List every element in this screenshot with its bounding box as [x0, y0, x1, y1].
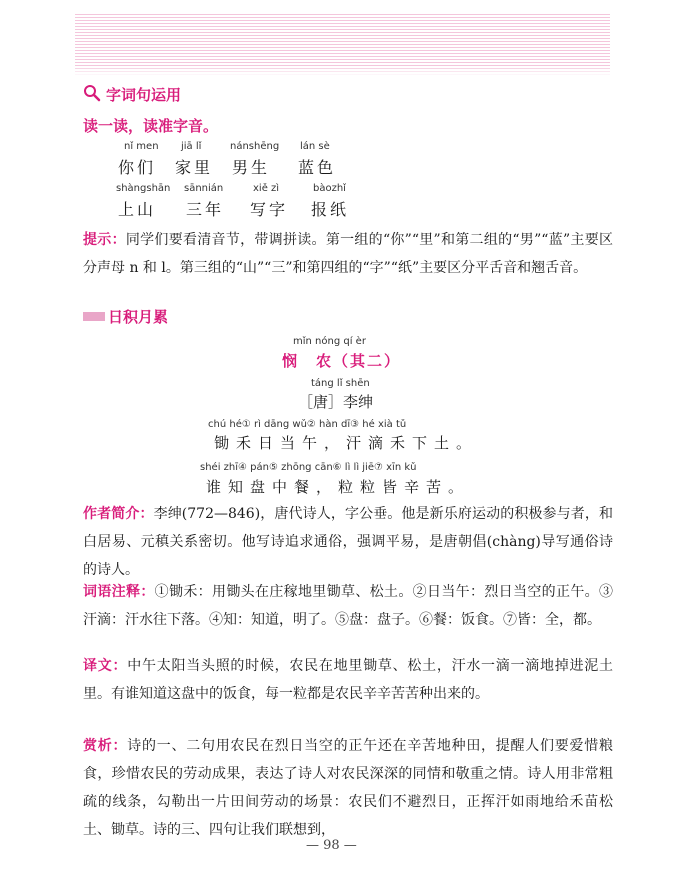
poem-line1: 锄禾日当午，汗滴禾下土。 — [214, 434, 479, 452]
notes-label: 词语注释： — [83, 584, 155, 600]
poem-line2: 谁知盘中餐，粒粒皆辛苦。 — [206, 478, 471, 496]
magnifier-icon — [83, 84, 101, 102]
word: 三年 — [186, 200, 225, 219]
word: 男生 — [232, 158, 271, 177]
appreciation-label: 赏析： — [83, 738, 128, 754]
section-bar-icon — [83, 312, 105, 321]
pinyin: nánshēng — [230, 141, 280, 152]
pinyin: nǐ men — [124, 141, 159, 152]
appreciation — [83, 732, 613, 844]
translation-label: 译文： — [83, 658, 128, 674]
section-title-daily: 日积月累 — [108, 308, 169, 326]
word-notes — [83, 578, 613, 634]
word: 上山 — [118, 200, 157, 219]
pinyin: sānnián — [184, 183, 224, 194]
word: 你们 — [118, 158, 157, 177]
pinyin: shàngshān — [116, 183, 171, 194]
tip-paragraph — [83, 226, 613, 282]
tip-text: 同学们要看清音节，带调拼读。第一组的“你”“里”和第二组的“男”“蓝”主要区分声母 n 和 l。第三组的“山”“三”和第四组的“字”“纸”主要区分平舌音和翘舌音。 — [83, 232, 614, 276]
translation-text: 中午太阳当头照的时候，农民在地里锄草、松土，汗水一滴一滴地掉进泥土里。有谁知道这盘中的饭食，每一粒都是农民辛辛苦苦种出来的。 — [83, 658, 614, 702]
author-pinyin: táng lǐ shēn — [311, 378, 370, 389]
word: 报纸 — [311, 200, 350, 219]
poem-line1-pinyin: chú hé① rì dāng wǔ② hàn dī③ hé xià tǔ — [208, 419, 407, 430]
poem-title: 悯 农（其二） — [282, 352, 402, 370]
pinyin: lán sè — [300, 141, 330, 152]
poem-line2-pinyin: shéi zhī④ pán⑤ zhōng cān⑥ lì lì jiē⑦ xīn kǔ — [200, 462, 417, 473]
notes-text: ①锄禾：用锄头在庄稼地里锄草、松土。②日当午：烈日当空的正午。③汗滴：汗水往下落。④知：知道，明了。⑤盘：盘子。⑥餐：饭食。⑦皆：全，都。 — [83, 584, 614, 628]
instruction: 读一读，读准字音。 — [83, 117, 219, 135]
author-intro — [83, 500, 613, 584]
tip-label: 提示： — [83, 232, 126, 248]
author-intro-text: 李绅(772—846)，唐代诗人，字公垂。他是新乐府运动的积极参与者，和白居易、元稹关系密切。他写诗追求通俗，强调平易，是唐朝倡(chàng)导写通俗诗的诗人。 — [83, 506, 614, 578]
appreciation-text: 诗的一、二句用农民在烈日当空的正午还在辛苦地种田，提醒人们要爱惜粮食，珍惜农民的劳动成果，表达了诗人对农民深深的同情和敬重之情。诗人用非常粗疏的线条，勾勒出一片田间劳动的场景：农民们不避烈日，正挥汗如雨地给禾苗松土、锄草。诗的三、四句让我们联想到， — [83, 738, 614, 838]
section-title-words: 字词句运用 — [106, 86, 182, 104]
word: 蓝色 — [298, 158, 337, 177]
word: 家里 — [175, 158, 214, 177]
author-intro-label: 作者简介： — [83, 506, 154, 522]
pinyin: xiě zì — [253, 183, 280, 194]
word: 写字 — [250, 200, 289, 219]
poem-title-pinyin: mǐn nóng qí èr — [293, 336, 366, 347]
pinyin: jiā lǐ — [181, 141, 202, 152]
page-number: — 98 — — [306, 838, 357, 853]
poem-author: ［唐］李绅 — [298, 393, 374, 411]
pinyin: bàozhǐ — [313, 183, 346, 194]
translation — [83, 652, 613, 708]
header-decoration — [75, 14, 610, 76]
